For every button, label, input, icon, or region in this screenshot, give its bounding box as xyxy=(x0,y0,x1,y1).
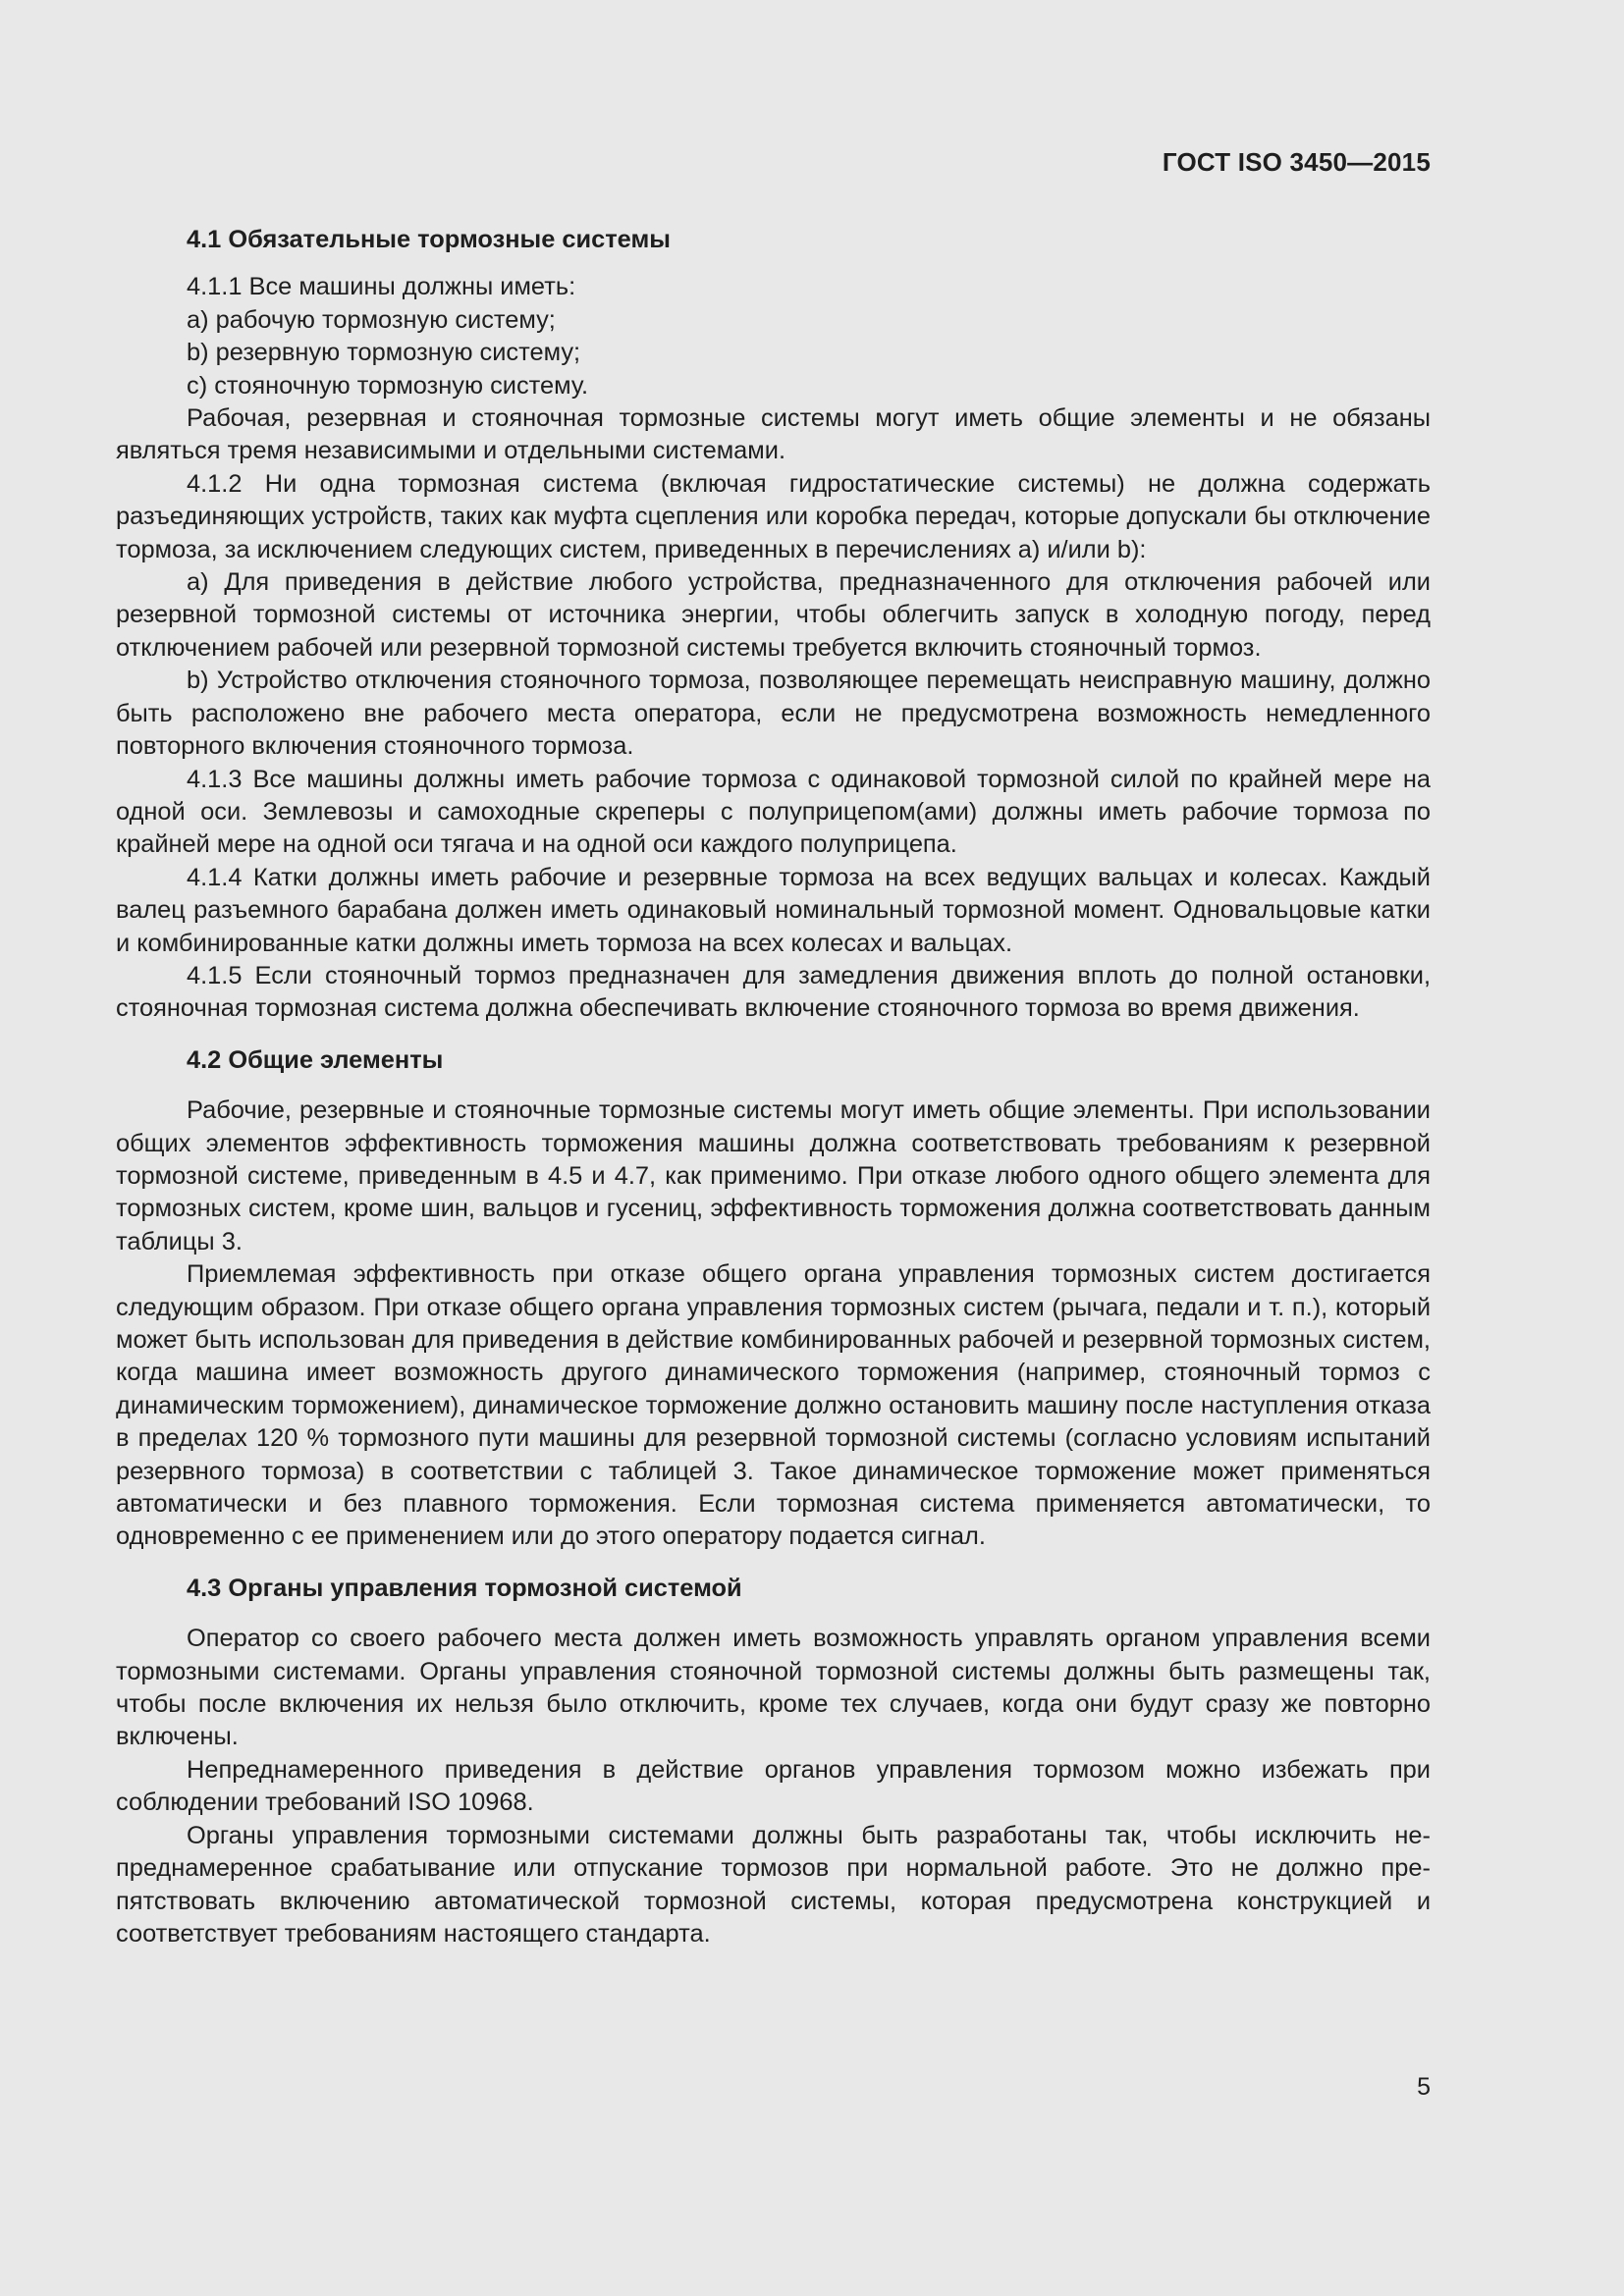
paragraph: Рабочие, резервные и стояночные тормозные системы могут иметь общие элементы. При использовании общих элементов эффективность торможения машины должна соответствовать требованиям к резервной тормозной системе, приведенным в 4.5 и 4.7, как применимо. При отказе любого одного общего элемента для тормозных систем, кроме шин, вальцов и гусениц, эффективность торможения должна соответствовать данным таблицы 3. xyxy=(116,1096,1431,1255)
page-number: 5 xyxy=(1417,2073,1431,2101)
paragraph: Оператор со своего рабочего места должен иметь возможность управлять органом управления всеми тормозными системами. Органы управления стояночной тормозной системы должны быть размещены так, чтобы после включения их нельзя было отключить, кроме тех случаев, когда они будут сразу же повторно включены. xyxy=(116,1625,1431,1751)
paragraph: 4.1.4 Катки должны иметь рабочие и резервные тормоза на всех ведущих вальцах и колесах. Каждый валец разъемного барабана должен иметь одинаковый номинальный тормозной момент. Одновальцовые катки и комбинированные катки должны иметь тормоза на всех колесах и вальцах. xyxy=(116,863,1431,957)
section-heading-4-1: 4.1 Обязательные тормозные системы xyxy=(187,226,671,253)
paragraph: 4.1.2 Ни одна тормозная система (включая гидростатические системы) не должна содержать разъединяющих устройств, таких как муфта сцепления или коробка передач, которые допускали бы отключение тормоза, за исключением следующих систем, приведенных в перечислениях a) и/или b): xyxy=(116,469,1431,563)
list-item: a) рабочую тормозную систему; xyxy=(187,305,556,334)
paragraph: Органы управления тормозными системами должны быть разработаны так, чтобы исключить непреднамеренное срабатывание или отпускание тормозов при нормальной работе. Это не должно препятствовать включению автоматической тормозной системы, которая предусмотрена конструкцией и соответствует требованиям настоящего стандарта. xyxy=(116,1821,1431,1948)
paragraph: b) Устройство отключения стояночного тормоза, позволяющее перемещать неисправную машину, должно быть расположено вне рабочего места оператора, если не предусмотрена возможность немедленного повторного включения стояночного тормоза. xyxy=(116,667,1431,761)
paragraph: 4.1.1 Все машины должны иметь: xyxy=(187,273,576,301)
section-heading-4-2: 4.2 Общие элементы xyxy=(187,1045,444,1074)
section-heading-4-3: 4.3 Органы управления тормозной системой xyxy=(187,1574,742,1602)
list-item: c) стояночную тормозную систему. xyxy=(187,371,589,400)
document-body xyxy=(116,224,1431,1950)
paragraph: a) Для приведения в действие любого устройства, предназначенного для отключения рабочей или резервной тормозной системы от источника энергии, чтобы облегчить запуск в холодную погоду, перед отключением рабочей или резервной тормозной системы требуется включить стояночный тормоз. xyxy=(116,568,1431,662)
list-item: b) резервную тормозную систему; xyxy=(187,339,581,367)
document-code: ГОСТ ISO 3450—2015 xyxy=(1162,147,1431,177)
paragraph: Рабочая, резервная и стояночная тормозные системы могут иметь общие элементы и не обязаны являться тремя независимыми и отдельными системами. xyxy=(116,404,1431,465)
paragraph: Непреднамеренного приведения в действие органов управления тормозом можно избежать при соблюдении требований ISO 10968. xyxy=(116,1755,1431,1817)
paragraph: 4.1.5 Если стояночный тормоз предназначен для замедления движения вплоть до полной остановки, стояночная тормозная система должна обеспечивать включение стояночного тормоза во время движения. xyxy=(116,961,1431,1023)
paragraph: 4.1.3 Все машины должны иметь рабочие тормоза с одинаковой тормозной силой по крайней мере на одной оси. Землевозы и самоходные скреперы с полуприцепом(ами) должны иметь рабочие тормоза по крайней мере на одной оси тягача и на одной оси каждого полуприцепа. xyxy=(116,765,1431,859)
paragraph: Приемлемая эффективность при отказе общего органа управления тормозных систем достигается следующим образом. При отказе общего органа управления тормозных систем (рычага, педали и т. п.), который может быть использован для приведения в действие комбинированных рабочей и резервной тормозных систем, когда машина имеет возможность другого динамического торможения (например, стояночный тормоз с динамическим торможением), динамическое торможение должно остановить машину после наступления отказа в пределах 120 % тормозного пути машины для резервной тормозной системы (согласно условиям испытаний резервного тормоза) в соответствии с таблицей 3. Такое динамическое торможение может применяться автоматически и без плавного торможения. Если тормозная система применяется автоматически, то одновременно с ее применением или до этого оператору подается сигнал. xyxy=(116,1260,1431,1551)
